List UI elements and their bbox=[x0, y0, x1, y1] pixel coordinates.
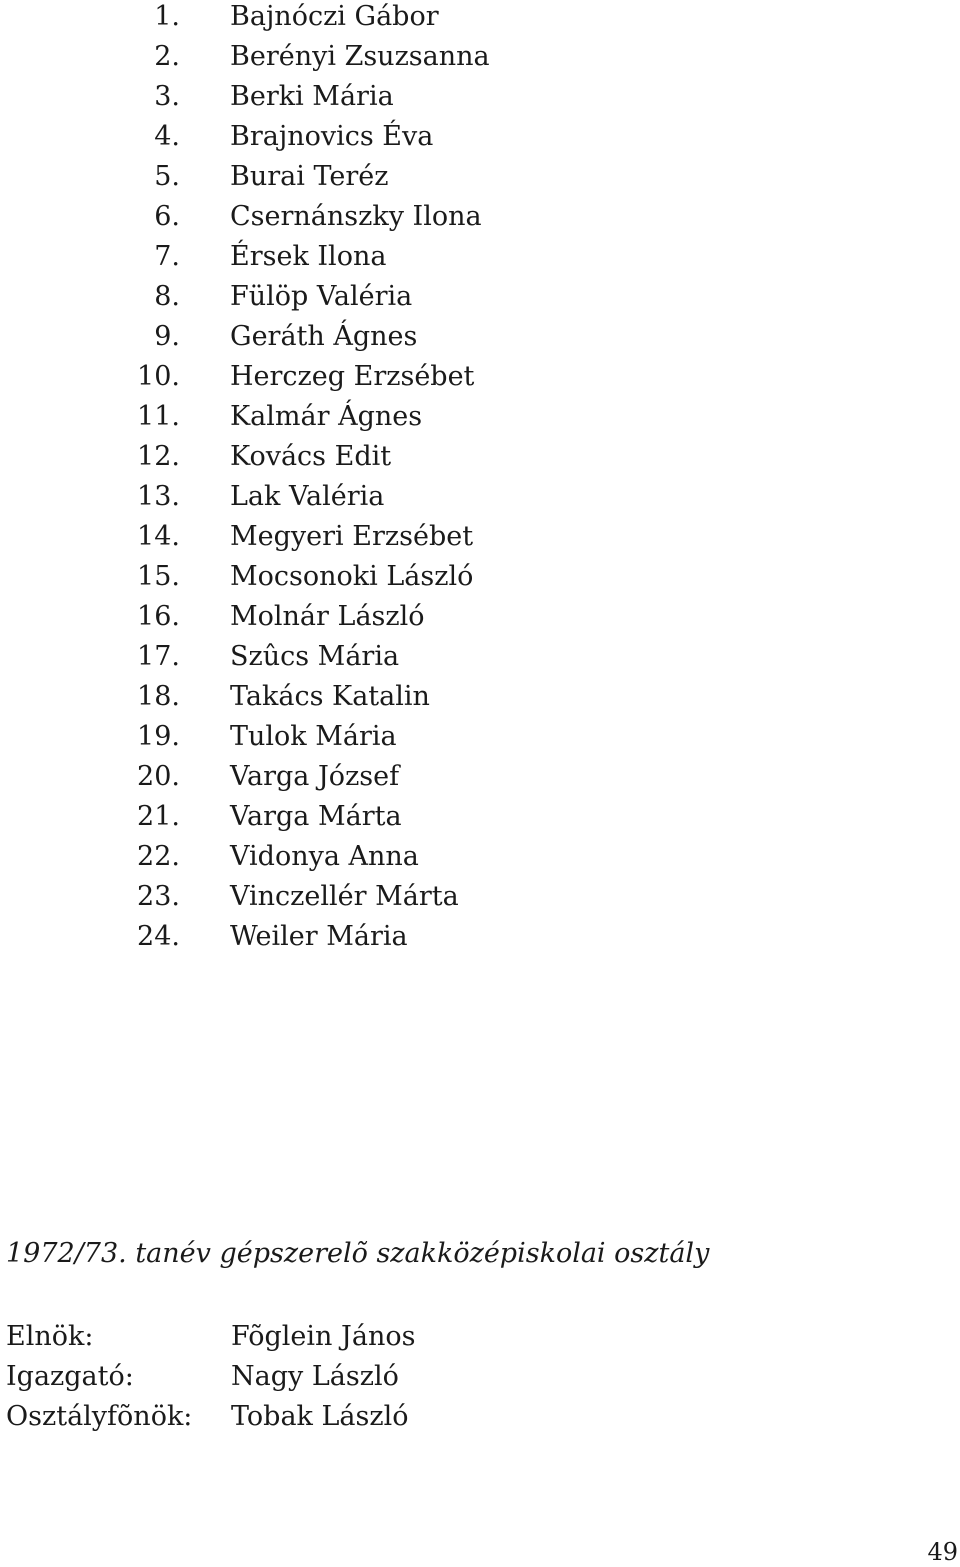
student-name: Szûcs Mária bbox=[230, 641, 400, 672]
student-row bbox=[0, 440, 600, 480]
student-row bbox=[0, 800, 600, 840]
student-number: 7. bbox=[154, 241, 180, 272]
student-number: 16. bbox=[137, 601, 180, 632]
student-name: Weiler Mária bbox=[230, 921, 408, 952]
student-row bbox=[0, 640, 600, 680]
student-number: 17. bbox=[137, 641, 180, 672]
student-number: 2. bbox=[154, 41, 180, 72]
student-row bbox=[0, 360, 600, 400]
student-name: Takács Katalin bbox=[230, 681, 430, 712]
student-number: 20. bbox=[137, 761, 180, 792]
student-name: Kovács Edit bbox=[230, 441, 392, 472]
role-label: Igazgató: bbox=[6, 1361, 134, 1392]
student-number: 13. bbox=[137, 481, 180, 512]
student-number: 5. bbox=[154, 161, 180, 192]
student-name: Varga Márta bbox=[230, 801, 402, 832]
page-number: 49 bbox=[927, 1538, 958, 1566]
student-name: Geráth Ágnes bbox=[230, 321, 418, 352]
student-row bbox=[0, 840, 600, 880]
student-row bbox=[0, 40, 600, 80]
student-number: 1. bbox=[154, 1, 180, 32]
student-name: Mocsonoki László bbox=[230, 561, 474, 592]
student-row bbox=[0, 320, 600, 360]
student-number: 15. bbox=[137, 561, 180, 592]
student-number: 4. bbox=[154, 121, 180, 152]
student-name: Vidonya Anna bbox=[230, 841, 419, 872]
student-row bbox=[0, 0, 600, 40]
student-name: Megyeri Erzsébet bbox=[230, 521, 474, 552]
student-row bbox=[0, 160, 600, 200]
student-number: 14. bbox=[137, 521, 180, 552]
role-label: Elnök: bbox=[6, 1321, 94, 1352]
student-row bbox=[0, 680, 600, 720]
student-row bbox=[0, 600, 600, 640]
student-row bbox=[0, 200, 600, 240]
student-number: 3. bbox=[154, 81, 180, 112]
student-name: Herczeg Erzsébet bbox=[230, 361, 475, 392]
role-row bbox=[0, 1320, 700, 1360]
student-number: 23. bbox=[137, 881, 180, 912]
student-name: Varga József bbox=[230, 761, 400, 792]
student-row bbox=[0, 560, 600, 600]
student-number: 6. bbox=[154, 201, 180, 232]
student-row bbox=[0, 520, 600, 560]
student-name: Berényi Zsuzsanna bbox=[230, 41, 490, 72]
student-number: 18. bbox=[137, 681, 180, 712]
student-name: Tulok Mária bbox=[230, 721, 397, 752]
student-name: Brajnovics Éva bbox=[230, 121, 434, 152]
student-number: 24. bbox=[137, 921, 180, 952]
student-name: Csernánszky Ilona bbox=[230, 201, 482, 232]
student-number: 10. bbox=[137, 361, 180, 392]
role-value: Tobak László bbox=[231, 1401, 409, 1432]
student-number: 19. bbox=[137, 721, 180, 752]
class-title: 1972/73. tanév gépszerelõ szakközépiskolai osztály bbox=[6, 1238, 710, 1269]
student-name: Fülöp Valéria bbox=[230, 281, 413, 312]
student-name: Berki Mária bbox=[230, 81, 394, 112]
student-number: 21. bbox=[137, 801, 180, 832]
student-name: Érsek Ilona bbox=[230, 241, 387, 272]
student-row bbox=[0, 80, 600, 120]
student-row bbox=[0, 240, 600, 280]
student-row bbox=[0, 120, 600, 160]
role-value: Fõglein János bbox=[231, 1321, 416, 1352]
student-number: 12. bbox=[137, 441, 180, 472]
student-name: Kalmár Ágnes bbox=[230, 401, 423, 432]
student-name: Lak Valéria bbox=[230, 481, 385, 512]
role-label: Osztályfõnök: bbox=[6, 1401, 193, 1432]
student-row bbox=[0, 720, 600, 760]
student-name: Burai Teréz bbox=[230, 161, 389, 192]
student-name: Vinczellér Márta bbox=[230, 881, 459, 912]
role-row bbox=[0, 1400, 700, 1440]
role-value: Nagy László bbox=[231, 1361, 399, 1392]
student-number: 11. bbox=[137, 401, 180, 432]
student-number: 8. bbox=[154, 281, 180, 312]
student-row bbox=[0, 760, 600, 800]
student-name: Bajnóczi Gábor bbox=[230, 1, 439, 32]
student-row bbox=[0, 920, 600, 960]
student-row bbox=[0, 280, 600, 320]
student-name: Molnár László bbox=[230, 601, 425, 632]
role-row bbox=[0, 1360, 700, 1400]
student-row bbox=[0, 400, 600, 440]
student-row bbox=[0, 480, 600, 520]
student-row bbox=[0, 880, 600, 920]
student-number: 22. bbox=[137, 841, 180, 872]
student-number: 9. bbox=[154, 321, 180, 352]
